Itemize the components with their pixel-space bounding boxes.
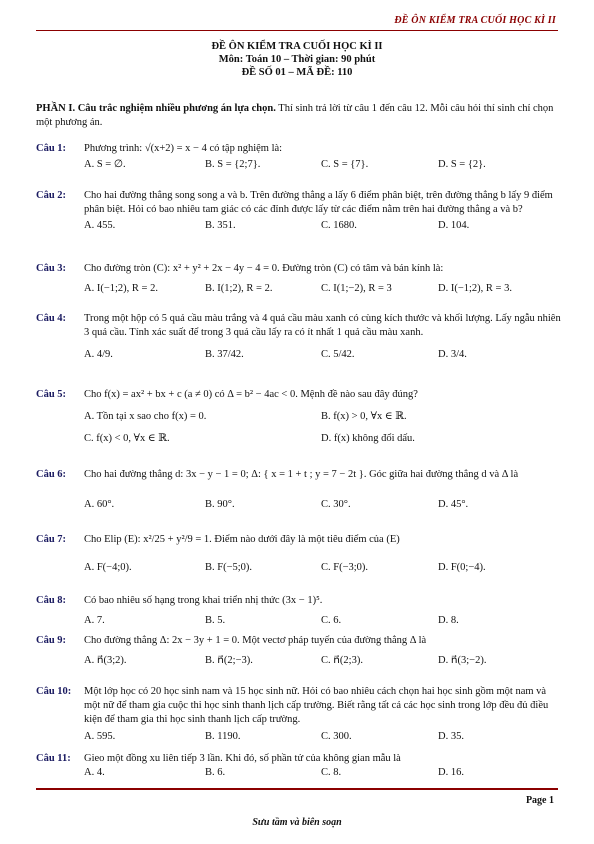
question-11 bbox=[36, 752, 561, 780]
option-d[interactable]: D. S = {2}. bbox=[438, 159, 486, 171]
question-4 bbox=[36, 312, 561, 362]
option-a[interactable]: A. S = ∅. bbox=[84, 159, 126, 171]
question-text: Cho đường tròn (C): x² + y² + 2x − 4y − 4 = 0. Đường tròn (C) có tâm và bán kính là: bbox=[84, 263, 444, 274]
option-a[interactable]: A. 455. bbox=[84, 220, 116, 232]
question-2 bbox=[36, 189, 561, 233]
question-text: Cho Elip (E): x²/25 + y²/9 = 1. Điểm nào dưới đây là một tiêu điểm của (E) bbox=[84, 534, 400, 545]
options bbox=[84, 158, 561, 172]
option-b[interactable]: B. n⃗(2;−3). bbox=[205, 655, 253, 667]
option-c[interactable]: C. n⃗(2;3). bbox=[321, 655, 363, 667]
options bbox=[84, 498, 561, 512]
question-number: Câu 10: bbox=[36, 686, 72, 697]
option-b[interactable]: B. f(x) > 0, ∀x ∈ ℝ. bbox=[321, 411, 407, 423]
option-a[interactable]: A. I(−1;2), R = 2. bbox=[84, 283, 158, 295]
options-row-2 bbox=[84, 432, 561, 446]
question-number: Câu 2: bbox=[36, 190, 67, 201]
question-text: Trong một hộp có 5 quả cầu màu trắng và 4 quả cầu màu xanh có cùng kích thước và khối lượng. Lấy ngẫu nhiên 3 quả cầu. Tính xác suất để trong 3 quả cầu lấy ra có ít nhất 1 quả cầu màu xanh. bbox=[84, 313, 561, 339]
option-d[interactable]: D. 8. bbox=[438, 615, 459, 627]
section-instructions-text: Thí sinh trả lời từ câu 1 đến câu 12. Mỗi câu hỏi thí sinh chỉ chọn một phương án. bbox=[36, 103, 554, 129]
option-d[interactable]: D. 45°. bbox=[438, 499, 469, 511]
question-text: Một lớp học có 20 học sinh nam và 15 học sinh nữ. Hỏi có bao nhiêu cách chọn hai học sinh gồm một nam và một nữ để tham gia cuộc thi học sinh thanh lịch cấp trường. Biết rằng tất cả các học sinh trong lớp đều đủ điều kiện để tham gia thi học sinh thanh lịch cấp trường. bbox=[84, 686, 549, 726]
option-a[interactable]: A. 7. bbox=[84, 615, 105, 627]
option-b[interactable]: B. 5. bbox=[205, 615, 226, 627]
exam-title: ĐỀ ÔN KIỂM TRA CUỐI HỌC KÌ II bbox=[211, 41, 383, 52]
header-divider bbox=[36, 30, 558, 31]
option-a[interactable]: A. F(−4;0). bbox=[84, 562, 132, 574]
option-d[interactable]: D. f(x) không đổi dấu. bbox=[321, 433, 415, 445]
options-row-1 bbox=[84, 410, 561, 424]
question-9 bbox=[36, 634, 561, 668]
option-b[interactable]: B. I(1;2), R = 2. bbox=[205, 283, 273, 295]
option-c[interactable]: C. 30°. bbox=[321, 499, 351, 511]
question-3 bbox=[36, 262, 561, 296]
question-6 bbox=[36, 468, 561, 512]
option-a[interactable]: A. 4. bbox=[84, 767, 105, 779]
question-number: Câu 4: bbox=[36, 313, 67, 324]
question-1 bbox=[36, 142, 561, 172]
option-c[interactable]: C. F(−3;0). bbox=[321, 562, 369, 574]
option-b[interactable]: B. 351. bbox=[205, 220, 236, 232]
question-text: Cho đường thẳng Δ: 2x − 3y + 1 = 0. Một vectơ pháp tuyến của đường thẳng Δ là bbox=[84, 635, 427, 646]
question-number: Câu 9: bbox=[36, 635, 67, 646]
exam-subject: Môn: Toán 10 – Thời gian: 90 phút bbox=[218, 54, 376, 65]
option-c[interactable]: C. 300. bbox=[321, 730, 352, 742]
option-b[interactable]: B. F(−5;0). bbox=[205, 562, 253, 574]
option-d[interactable]: D. F(0;−4). bbox=[438, 562, 486, 574]
option-c[interactable]: C. I(1;−2), R = 3 bbox=[321, 283, 392, 295]
question-5 bbox=[36, 388, 561, 446]
option-b[interactable]: B. S = {2;7}. bbox=[205, 159, 261, 171]
running-header: ĐỀ ÔN KIỂM TRA CUỐI HỌC KÌ II bbox=[394, 15, 556, 26]
footer-divider bbox=[36, 788, 558, 790]
title-block bbox=[0, 40, 594, 79]
question-10 bbox=[36, 685, 561, 744]
question-text: Gieo một đồng xu liên tiếp 3 lần. Khi đó, số phần tử của không gian mẫu là bbox=[84, 753, 401, 764]
option-c[interactable]: C. S = {7}. bbox=[321, 159, 369, 171]
question-number: Câu 8: bbox=[36, 595, 67, 606]
option-c[interactable]: C. 1680. bbox=[321, 220, 357, 232]
option-d[interactable]: D. n⃗(3;−2). bbox=[438, 655, 487, 667]
option-c[interactable]: C. f(x) < 0, ∀x ∈ ℝ. bbox=[84, 433, 170, 445]
question-number: Câu 1: bbox=[36, 143, 67, 154]
options bbox=[84, 219, 561, 233]
question-text: Cho hai đường thẳng d: 3x − y − 1 = 0; Δ: { x = 1 + t ; y = 7 − 2t }. Góc giữa hai đường thẳng d và Δ là bbox=[84, 469, 519, 480]
options bbox=[84, 348, 561, 362]
option-a[interactable]: A. 60°. bbox=[84, 499, 115, 511]
option-b[interactable]: B. 90°. bbox=[205, 499, 235, 511]
options bbox=[84, 614, 561, 628]
option-d[interactable]: D. I(−1;2), R = 3. bbox=[438, 283, 512, 295]
exam-code: ĐỀ SỐ 01 – MÃ ĐỀ: 110 bbox=[241, 67, 353, 78]
option-b[interactable]: B. 1190. bbox=[205, 730, 241, 742]
question-number: Câu 7: bbox=[36, 534, 67, 545]
question-text: Cho hai đường thẳng song song a và b. Trên đường thẳng a lấy 6 điểm phân biệt, trên đường thẳng b lấy 9 điểm phân biệt. Hỏi có bao nhiêu tam giác có các đỉnh được lấy từ các điểm nằm trên hai đường thẳng a và b? bbox=[84, 190, 553, 216]
options bbox=[84, 282, 561, 296]
options bbox=[84, 654, 561, 668]
options bbox=[84, 730, 561, 744]
question-7 bbox=[36, 533, 561, 575]
question-number: Câu 11: bbox=[36, 753, 71, 764]
section-heading: PHẦN I. Câu trắc nghiệm nhiều phương án lựa chọn. bbox=[36, 103, 276, 114]
option-b[interactable]: B. 6. bbox=[205, 767, 226, 779]
question-text: Có bao nhiêu số hạng trong khai triển nhị thức (3x − 1)⁵. bbox=[84, 595, 323, 606]
question-number: Câu 6: bbox=[36, 469, 67, 480]
option-a[interactable]: A. 595. bbox=[84, 730, 116, 742]
option-c[interactable]: C. 6. bbox=[321, 615, 342, 627]
option-d[interactable]: D. 35. bbox=[438, 730, 464, 742]
footer-note: Sưu tầm và biên soạn bbox=[252, 817, 342, 828]
question-text: Phương trình: √(x+2) = x − 4 có tập nghiệm là: bbox=[84, 143, 283, 154]
option-a[interactable]: A. 4/9. bbox=[84, 349, 113, 361]
options bbox=[84, 561, 561, 575]
option-a[interactable]: A. n⃗(3;2). bbox=[84, 655, 127, 667]
option-d[interactable]: D. 16. bbox=[438, 767, 464, 779]
question-8 bbox=[36, 594, 561, 628]
option-d[interactable]: D. 104. bbox=[438, 220, 470, 232]
option-d[interactable]: D. 3/4. bbox=[438, 349, 467, 361]
option-c[interactable]: C. 8. bbox=[321, 767, 342, 779]
option-a[interactable]: A. Tồn tại x sao cho f(x) = 0. bbox=[84, 411, 207, 423]
options bbox=[84, 766, 561, 780]
question-number: Câu 3: bbox=[36, 263, 67, 274]
option-b[interactable]: B. 37/42. bbox=[205, 349, 244, 361]
option-c[interactable]: C. 5/42. bbox=[321, 349, 355, 361]
question-number: Câu 5: bbox=[36, 389, 67, 400]
question-text: Cho f(x) = ax² + bx + c (a ≠ 0) có Δ = b² − 4ac < 0. Mệnh đề nào sau đây đúng? bbox=[84, 389, 418, 400]
page-number: Page 1 bbox=[525, 795, 554, 806]
section-instructions bbox=[36, 102, 556, 130]
